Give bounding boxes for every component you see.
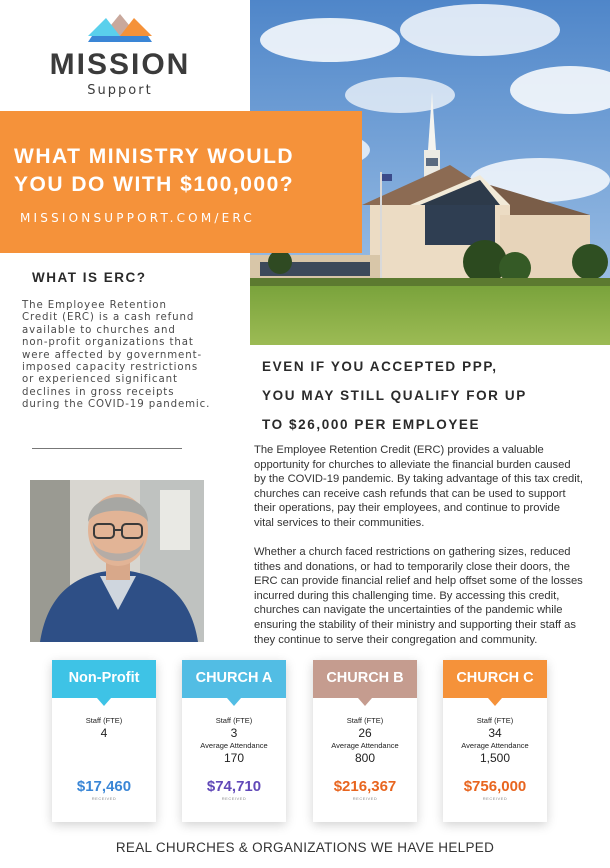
attendance-label: Average Attendance	[331, 741, 399, 750]
logo-tagline: Support	[87, 83, 153, 98]
attendance-value: 170	[223, 751, 245, 765]
card-pointer	[358, 698, 372, 706]
amount-received: $17,460	[76, 778, 132, 795]
case-card-non-profit	[52, 660, 156, 822]
ppp-callout: EVEN IF YOU ACCEPTED PPP, YOU MAY STILL QUALIFY FOR UP TO $26,000 PER EMPLOYEE	[262, 359, 527, 432]
erc-description: The Employee Retention Credit (ERC) is a cash refund available to churches and non-profit organizations that were affected by government- imposed capacity restrictions or experienced significant declines in gross receipts during the COVID-19 pandemic.	[22, 300, 211, 411]
received-label: RECEIVED	[482, 796, 508, 801]
section-divider	[32, 448, 182, 449]
attendance-value: 1,500	[479, 751, 511, 765]
card-pointer	[97, 698, 111, 706]
staff-value: 26	[358, 726, 372, 740]
erc-heading: WHAT IS ERC?	[32, 270, 147, 285]
card-pointer	[488, 698, 502, 706]
staff-label: Staff (FTE)	[215, 716, 253, 725]
received-label: RECEIVED	[352, 796, 378, 801]
amount-received: $74,710	[206, 778, 262, 795]
amount-received: $756,000	[463, 778, 527, 795]
card-title: Non-Profit	[68, 670, 140, 686]
logo-wordmark: MISSION	[49, 48, 191, 81]
card-title: CHURCH C	[456, 670, 534, 686]
staff-label: Staff (FTE)	[476, 716, 514, 725]
footer-caption: REAL CHURCHES & ORGANIZATIONS WE HAVE HELPED	[115, 840, 495, 855]
attendance-label: Average Attendance	[200, 741, 268, 750]
mission-support-logo	[30, 10, 210, 110]
received-label: RECEIVED	[91, 796, 117, 801]
card-title: CHURCH B	[326, 670, 404, 686]
staff-label: Staff (FTE)	[85, 716, 123, 725]
received-label: RECEIVED	[221, 796, 247, 801]
card-header	[182, 660, 286, 698]
attendance-label: Average Attendance	[461, 741, 529, 750]
amount-received: $216,367	[333, 778, 397, 795]
case-card-church-b	[313, 660, 417, 822]
card-pointer	[227, 698, 241, 706]
case-card-church-a	[182, 660, 286, 822]
card-header	[443, 660, 547, 698]
banner-url-link[interactable]: MISSIONSUPPORT.COM/ERC	[20, 211, 255, 225]
card-header	[313, 660, 417, 698]
logo-mark-icon	[82, 12, 158, 46]
case-card-church-c	[443, 660, 547, 822]
erc-benefits-paragraph: The Employee Retention Credit (ERC) provides a valuable opportunity for churches to alleviate the financial burden caused by the COVID-19 pandemic. By taking advantage of this tax credit, churches can receive cash refunds that can be used to support their operations, pay their employees, and continue to provide vital services to their communities.	[254, 444, 583, 529]
erc-relief-paragraph: Whether a church faced restrictions on gathering sizes, reduced tithes and donations, or had to temporarily close their doors, the ERC can provide financial relief and help offset some of the losses incurred during this challenging time. By accessing this credit, churches can navigate the uncertainties of the pandemic while ensuring the stability of their ministry and supporting their staff as they continue to serve their congregation and community.	[254, 546, 583, 646]
staff-value: 3	[230, 726, 238, 740]
man-portrait-photo	[30, 480, 204, 642]
headline-banner	[0, 111, 362, 253]
staff-value: 34	[488, 726, 502, 740]
staff-value: 4	[100, 726, 108, 740]
card-title: CHURCH A	[195, 670, 273, 686]
card-header	[52, 660, 156, 698]
attendance-value: 800	[354, 751, 376, 765]
banner-headline: WHAT MINISTRY WOULD YOU DO WITH $100,000?	[14, 145, 295, 196]
staff-label: Staff (FTE)	[346, 716, 384, 725]
